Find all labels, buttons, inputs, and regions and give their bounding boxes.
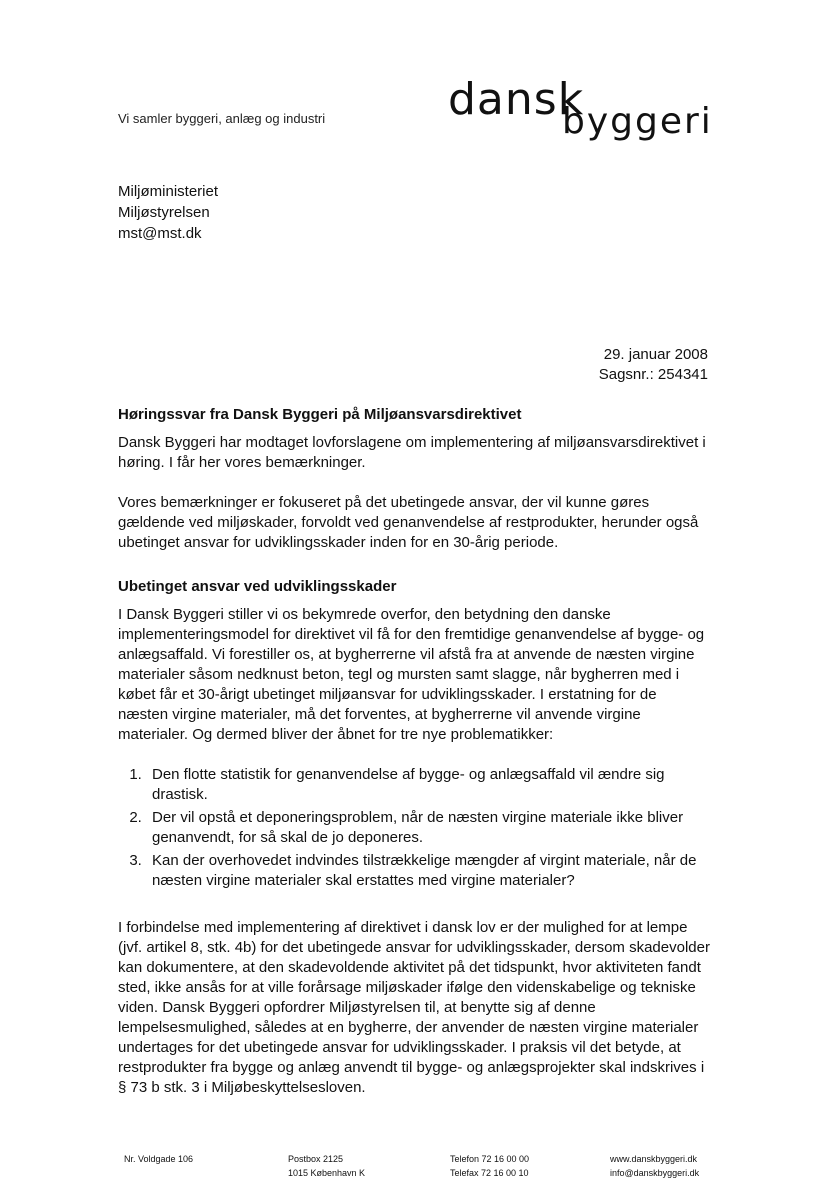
- proposal-paragraph: I forbindelse med implementering af direktivet i dansk lov er der mulighed for at lempe (jvf. artikel 8, stk. 4b) for det ubetingede ansvar for udviklingsskader, dersom skadevolder kan dokumentere, at den skadevoldende aktivitet på det tidspunkt, hvor aktiviteten fandt sted, ikke ansås for at ville forårsage miljøskader ifølge den videnskabelige og tekniske viden. Dansk Byggeri opfordrer Miljøstyrelsen til, at benytte sig af denne lempelsesmulighed, således at en bygherre, der anvender de næsten virgine materialer undertages for det ubetingede ansvar for udviklingsskader. I praksis vil det betyde, at restprodukter fra bygge og anlæg anvendt til bygge- og anlægsprojekter skal indskrives i § 73 b stk. 3 i Miljøbeskyttelsesloven.: [118, 919, 710, 1096]
- list-item: 1. Den flotte statistik for genanvendelse af bygge- og anlægsaffald vil ændre sig drastisk.: [146, 765, 710, 805]
- concern-paragraph: I Dansk Byggeri stiller vi os bekymrede overfor, den betydning den danske implementeringsmodel for direktivet vil få for den fremtidige genanvendelse af bygge- og anlægsaffald. Vi forestiller os, at bygherrerne vil afstå fra at anvende de næsten virgine materialer såsom nedknust beton, tegl og mursten samt slagge, når bygherren med i købet får et 30-årigt ubetinget miljøansvar for udviklingsskader. I erstatning for de næsten virgine materialer, må det forventes, at bygherrerne vil anvende virgine materialer. Og dermed bliver der åbnet for tre nye problematikker:: [118, 606, 705, 743]
- list-item: 2. Der vil opstå et deponeringsproblem, når de næsten virgine materiale ikke bliver genanvendt, for så skal de jo deponeres.: [146, 808, 710, 848]
- dansk-byggeri-logo: [448, 74, 718, 148]
- footer-phones: [450, 1152, 529, 1180]
- case-number: Sagsnr.: 254341: [598, 366, 708, 383]
- letter-body: [118, 405, 710, 1098]
- section-title: Ubetinget ansvar ved udviklingsskader: [118, 578, 397, 595]
- footer-fax: Telefax 72 16 00 10: [450, 1168, 529, 1178]
- letter-meta: [599, 345, 708, 385]
- intro-paragraph: Dansk Byggeri har modtaget lovforslagene om implementering af miljøansvarsdirektivet i høring. I får her vores bemærkninger.: [118, 434, 706, 471]
- footer-street: Nr. Voldgade 106: [124, 1154, 194, 1164]
- footer-phone: Telefon 72 16 00 00: [450, 1154, 530, 1164]
- footer-postbox-line: Postbox 2125: [288, 1154, 344, 1164]
- remarks-paragraph: Vores bemærkninger er fokuseret på det ubetingede ansvar, der vil kunne gøres gældende ved miljøskader, forvoldt ved genanvendelse af restprodukter, herunder også ubetinget ansvar for udviklingsskader inden for en 30-årig periode.: [118, 494, 699, 551]
- logo-dansk-text: dansk: [448, 74, 585, 125]
- recipient-email: mst@mst.dk: [118, 225, 202, 242]
- list-item: 3. Kan der overhovedet indvindes tilstrækkelige mængder af virgint materiale, når de næsten virgine materialer skal erstattes med virgine materialer?: [146, 851, 710, 891]
- logo-byggeri-text: byggeri: [562, 101, 713, 142]
- footer-website: www.danskbyggeri.dk: [610, 1154, 698, 1164]
- footer-city: 1015 København K: [288, 1168, 366, 1178]
- letter-date: 29. januar 2008: [603, 346, 708, 363]
- tagline: Vi samler byggeri, anlæg og industri: [118, 111, 326, 126]
- letter-title: Høringssvar fra Dansk Byggeri på Miljøansvarsdirektivet: [118, 406, 522, 423]
- footer-web: [610, 1152, 699, 1180]
- footer-postbox: [288, 1152, 365, 1180]
- recipient-address: [118, 181, 218, 244]
- footer-email: info@danskbyggeri.dk: [610, 1168, 700, 1178]
- footer-address: [124, 1152, 193, 1166]
- problem-list: [118, 765, 710, 891]
- recipient-ministry: Miljøministeriet: [118, 183, 219, 200]
- recipient-agency: Miljøstyrelsen: [118, 204, 210, 221]
